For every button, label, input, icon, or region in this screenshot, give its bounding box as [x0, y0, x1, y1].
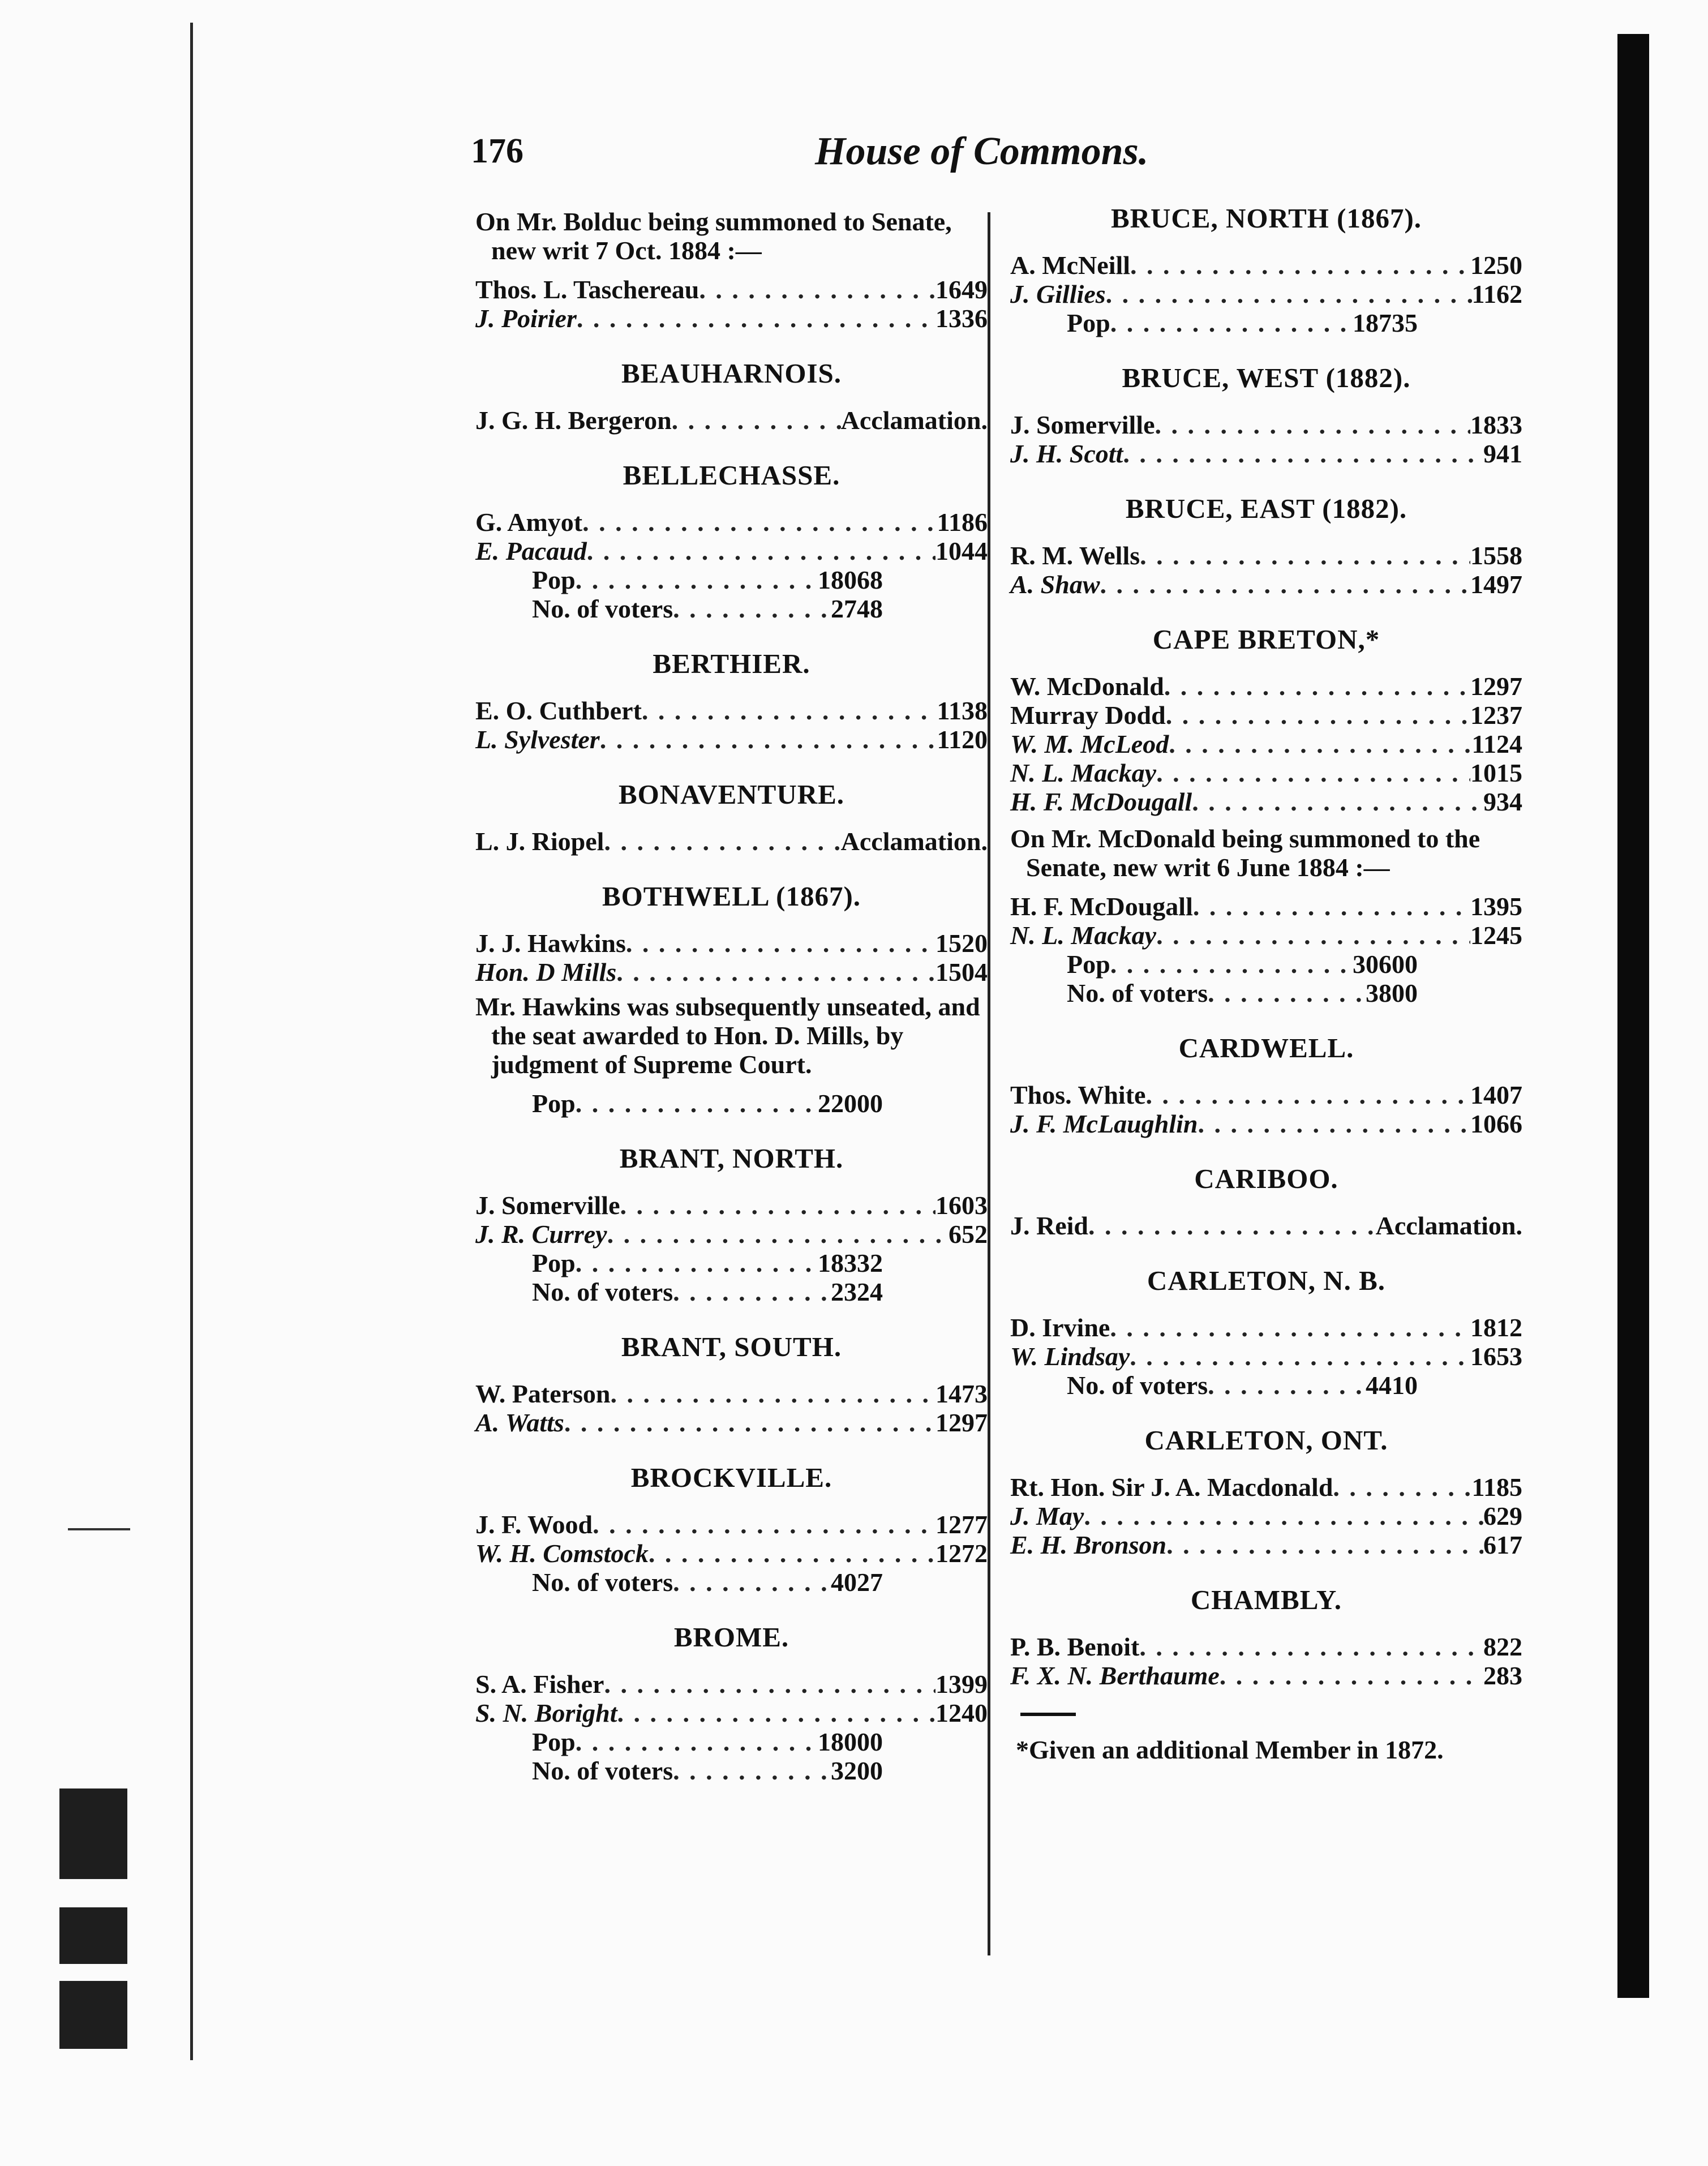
result-row: A. McNeill . . . 1250	[1010, 251, 1522, 280]
result-row: J. R. Currey . . . 652	[475, 1220, 988, 1249]
result-row: E. Pacaud . . . 1044	[475, 537, 988, 565]
constituency-heading: CARIBOO.	[1194, 1163, 1338, 1194]
result-row: P. B. Benoit . . . 822	[1010, 1632, 1522, 1661]
voters-row: No. of voters . . . 4410	[1010, 1371, 1418, 1400]
voters-row: No. of voters . . . 4027	[475, 1568, 883, 1597]
voters-row: No. of voters . . . 2324	[475, 1277, 883, 1306]
column-divider	[988, 212, 990, 1955]
constituency-heading: CHAMBLY.	[1190, 1584, 1342, 1615]
population-row: Pop . . . 18000	[475, 1727, 883, 1756]
result-row: J. G. H. Bergeron . . . Acclamation.	[475, 406, 988, 435]
voters-row: No. of voters . . . 3800	[1010, 979, 1418, 1007]
writ-note: On Mr. Bolduc being summoned to Senate, new writ 7 Oct. 1884 :—	[475, 207, 952, 265]
result-row: J. Somerville . . . 1603	[475, 1191, 988, 1220]
constituency-heading: BRUCE, NORTH (1867).	[1110, 203, 1422, 234]
result-row: L. J. Riopel . . . Acclamation.	[475, 827, 988, 856]
result-row: D. Irvine . . . 1812	[1010, 1313, 1522, 1342]
result-row: R. M. Wells . . . 1558	[1010, 541, 1522, 570]
population-row: Pop . . . 18068	[475, 565, 883, 594]
constituency-heading: BERTHIER.	[653, 648, 810, 679]
footnote-rule	[1020, 1713, 1076, 1716]
result-row: Hon. D Mills . . . 1504	[475, 958, 988, 987]
constituency-heading: BRANT, SOUTH.	[621, 1331, 842, 1362]
scan-noise-block	[59, 1788, 127, 1879]
left-column	[475, 204, 988, 1785]
result-row: Rt. Hon. Sir J. A. Macdonald . . . 1185	[1010, 1473, 1522, 1502]
constituency-heading: BRANT, NORTH.	[619, 1143, 844, 1174]
result-row: J. F. McLaughlin . . . 1066	[1010, 1109, 1522, 1138]
constituency-heading: BRUCE, WEST (1882).	[1122, 362, 1411, 393]
right-column	[1010, 204, 1522, 1764]
result-row: J. Reid . . . Acclamation.	[1010, 1211, 1522, 1240]
result-row: H. F. McDougall . . . 1395	[1010, 892, 1522, 921]
result-row: S. A. Fisher . . . 1399	[475, 1670, 988, 1699]
result-row: Murray Dodd . . . 1237	[1010, 701, 1522, 730]
result-row: J. Poirier . . . 1336	[475, 304, 988, 333]
result-row: Thos. L. Taschereau . . . 1649	[475, 275, 988, 304]
result-row: A. Shaw . . . 1497	[1010, 570, 1522, 599]
constituency-heading: CAPE BRETON,*	[1152, 624, 1380, 655]
constituency-heading: BEAUHARNOIS.	[621, 358, 842, 389]
result-row: F. X. N. Berthaume . . . 283	[1010, 1661, 1522, 1690]
population-row: Pop . . . 18735	[1010, 308, 1418, 337]
result-row: G. Amyot . . . 1186	[475, 508, 988, 537]
result-row: A. Watts . . . 1297	[475, 1408, 988, 1437]
result-row: L. Sylvester . . . 1120	[475, 725, 988, 754]
result-row: J. Somerville . . . 1833	[1010, 410, 1522, 439]
scan-noise-block	[59, 1907, 127, 1964]
result-row: Thos. White . . . 1407	[1010, 1080, 1522, 1109]
footnote: *Given an additional Member in 1872.	[1016, 1735, 1444, 1764]
running-head: House of Commons.	[815, 130, 1149, 173]
writ-note: On Mr. McDonald being summoned to the Senate, new writ 6 June 1884 :—	[1010, 824, 1480, 882]
constituency-heading: CARLETON, N. B.	[1147, 1265, 1386, 1296]
result-row: J. May . . . 629	[1010, 1502, 1522, 1530]
scan-mark	[68, 1528, 130, 1530]
result-row: H. F. McDougall . . . 934	[1010, 787, 1522, 816]
voters-row: No. of voters . . . 3200	[475, 1756, 883, 1785]
result-row: W. Lindsay . . . 1653	[1010, 1342, 1522, 1371]
result-row: S. N. Boright . . . 1240	[475, 1699, 988, 1727]
population-row: Pop . . . 22000	[475, 1089, 883, 1118]
result-row: J. Gillies . . . 1162	[1010, 280, 1522, 308]
constituency-heading: BROCKVILLE.	[630, 1462, 832, 1493]
result-row: N. L. Mackay . . . 1015	[1010, 758, 1522, 787]
constituency-heading: BONAVENTURE.	[618, 779, 845, 810]
constituency-heading: BROME.	[673, 1622, 789, 1653]
result-row: E. H. Bronson . . . 617	[1010, 1530, 1522, 1559]
constituency-heading: BOTHWELL (1867).	[602, 881, 861, 912]
constituency-heading: CARLETON, ONT.	[1144, 1425, 1388, 1456]
result-row: J. H. Scott . . . 941	[1010, 439, 1522, 468]
result-row: J. J. Hawkins . . . 1520	[475, 929, 988, 958]
bothwell-note: Mr. Hawkins was subsequently unseated, and the seat awarded to Hon. D. Mills, by judgment of Supreme Court.	[475, 992, 980, 1079]
voters-row: No. of voters . . . 2748	[475, 594, 883, 623]
population-row: Pop . . . 30600	[1010, 950, 1418, 979]
population-row: Pop . . . 18332	[475, 1249, 883, 1277]
result-row: W. H. Comstock . . . 1272	[475, 1539, 988, 1568]
scan-noise-block	[59, 1981, 127, 2049]
result-row: W. McDonald . . . 1297	[1010, 672, 1522, 701]
scan-binding-shadow	[1617, 34, 1649, 1998]
result-row: E. O. Cuthbert . . . 1138	[475, 696, 988, 725]
page-number: 176	[471, 132, 523, 170]
result-row: W. M. McLeod . . . 1124	[1010, 730, 1522, 758]
result-row: J. F. Wood . . . 1277	[475, 1510, 988, 1539]
constituency-heading: BRUCE, EAST (1882).	[1125, 493, 1407, 524]
result-row: N. L. Mackay . . . 1245	[1010, 921, 1522, 950]
scan-edge-line	[190, 23, 193, 2060]
constituency-heading: BELLECHASSE.	[623, 460, 840, 491]
result-row: W. Paterson . . . 1473	[475, 1379, 988, 1408]
constituency-heading: CARDWELL.	[1178, 1032, 1354, 1063]
